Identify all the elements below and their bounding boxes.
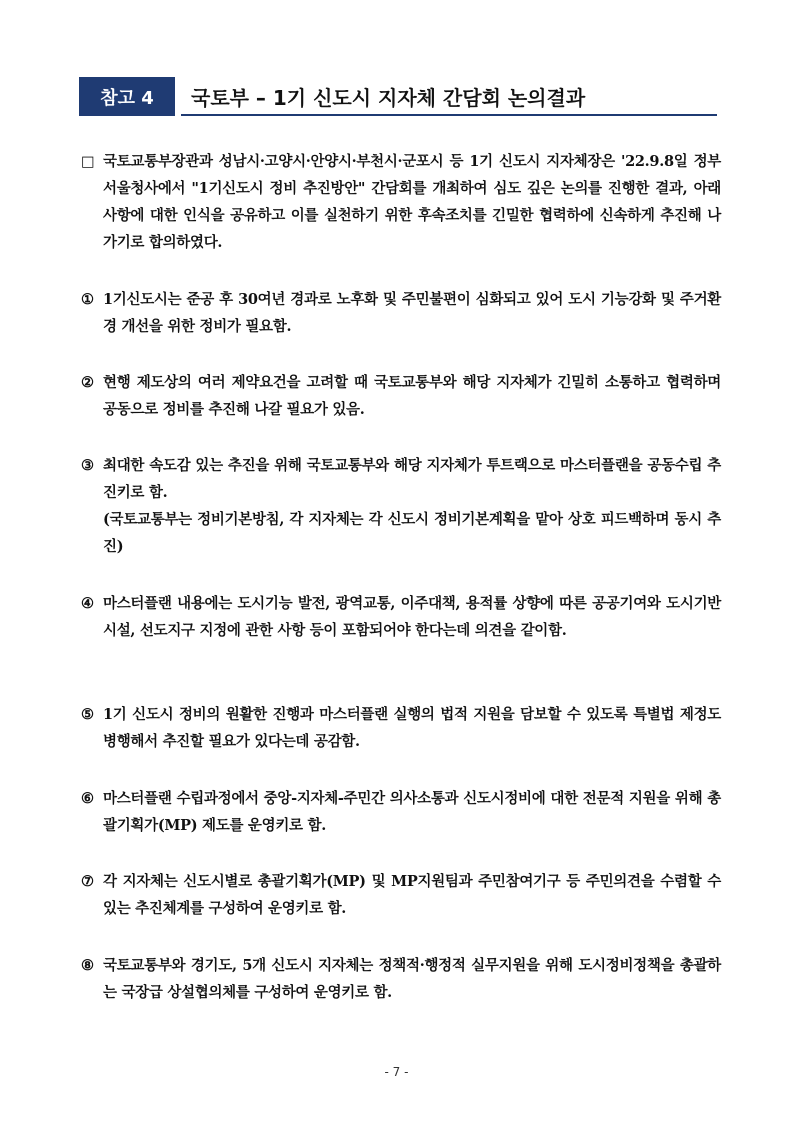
- item-number: ⑤: [81, 706, 94, 723]
- item-text: 국토교통부와 경기도, 5개 신도시 지자체는 정책적·행정적 실무지원을 위해 도시정비정책을 총괄하는 국장급 상설협의체를 구성하여 운영키로 함.: [103, 957, 721, 1001]
- item-text: 마스터플랜 수립과정에서 중앙-지자체-주민간 의사소통과 신도시정비에 대한 전문적 지원을 위해 총괄기획가(MP) 제도를 운영키로 함.: [103, 790, 721, 834]
- item-number: ①: [81, 291, 94, 308]
- item-note: (국토교통부는 정비기본방침, 각 지자체는 각 신도시 정비기본계획을 맡아 상호 피드백하며 동시 추진): [103, 511, 721, 555]
- page-title: 국토부 – 1기 신도시 지자체 간담회 논의결과: [191, 86, 586, 110]
- list-item: [81, 868, 721, 922]
- item-text: 각 지자체는 신도시별로 총괄기획가(MP) 및 MP지원팀과 주민참여기구 등 주민의견을 수렴할 수 있는 추진체계를 구성하여 운영키로 함.: [103, 873, 721, 917]
- item-number: ⑦: [81, 873, 94, 890]
- list-item: [81, 701, 721, 755]
- page-number: - 7 -: [384, 1065, 409, 1079]
- list-item: [81, 452, 721, 560]
- item-number: ②: [81, 374, 94, 391]
- item-text: 1기 신도시 정비의 원활한 진행과 마스터플랜 실행의 법적 지원을 담보할 수 있도록 특별법 제정도 병행해서 추진할 필요가 있다는데 공감함.: [103, 706, 721, 750]
- item-number: ⑧: [81, 957, 94, 974]
- checkbox-marker: □: [81, 153, 95, 170]
- title-underline: [181, 114, 717, 116]
- list-item: [81, 952, 721, 1006]
- list-item: [81, 590, 721, 644]
- list-item: [81, 785, 721, 839]
- item-number: ④: [81, 595, 94, 612]
- item-number: ③: [81, 457, 94, 474]
- item-text: 1기신도시는 준공 후 30여년 경과로 노후화 및 주민불편이 심화되고 있어 도시 기능강화 및 주거환경 개선을 위한 정비가 필요함.: [103, 291, 721, 335]
- item-number: ⑥: [81, 790, 94, 807]
- list-item: [81, 286, 721, 340]
- item-text: 최대한 속도감 있는 추진을 위해 국토교통부와 해당 지자체가 투트랙으로 마스터플랜을 공동수립 추진키로 함.: [103, 457, 721, 501]
- section-badge: 참고 4: [79, 77, 175, 116]
- intro-text: 국토교통부장관과 성남시·고양시·안양시·부천시·군포시 등 1기 신도시 지자체장은 '22.9.8일 정부서울청사에서 "1기신도시 정비 추진방안" 간담회를 개최하여 심도 깊은 논의를 진행한 결과, 아래 사항에 대한 인식을 공유하고 이를 실천하기 위한 후속조치를 긴밀한 협력하에 신속하게 추진해 나가기로 합의하였다.: [103, 153, 721, 251]
- section-header: [79, 77, 717, 118]
- item-text: 마스터플랜 내용에는 도시기능 발전, 광역교통, 이주대책, 용적률 상향에 따른 공공기여와 도시기반시설, 선도지구 지정에 관한 사항 등이 포함되어야 한다는데 의견을 같이함.: [103, 595, 721, 639]
- intro-paragraph: [81, 148, 721, 256]
- item-text: 현행 제도상의 여러 제약요건을 고려할 때 국토교통부와 해당 지자체가 긴밀히 소통하고 협력하며 공동으로 정비를 추진해 나갈 필요가 있음.: [103, 374, 721, 418]
- list-item: [81, 369, 721, 423]
